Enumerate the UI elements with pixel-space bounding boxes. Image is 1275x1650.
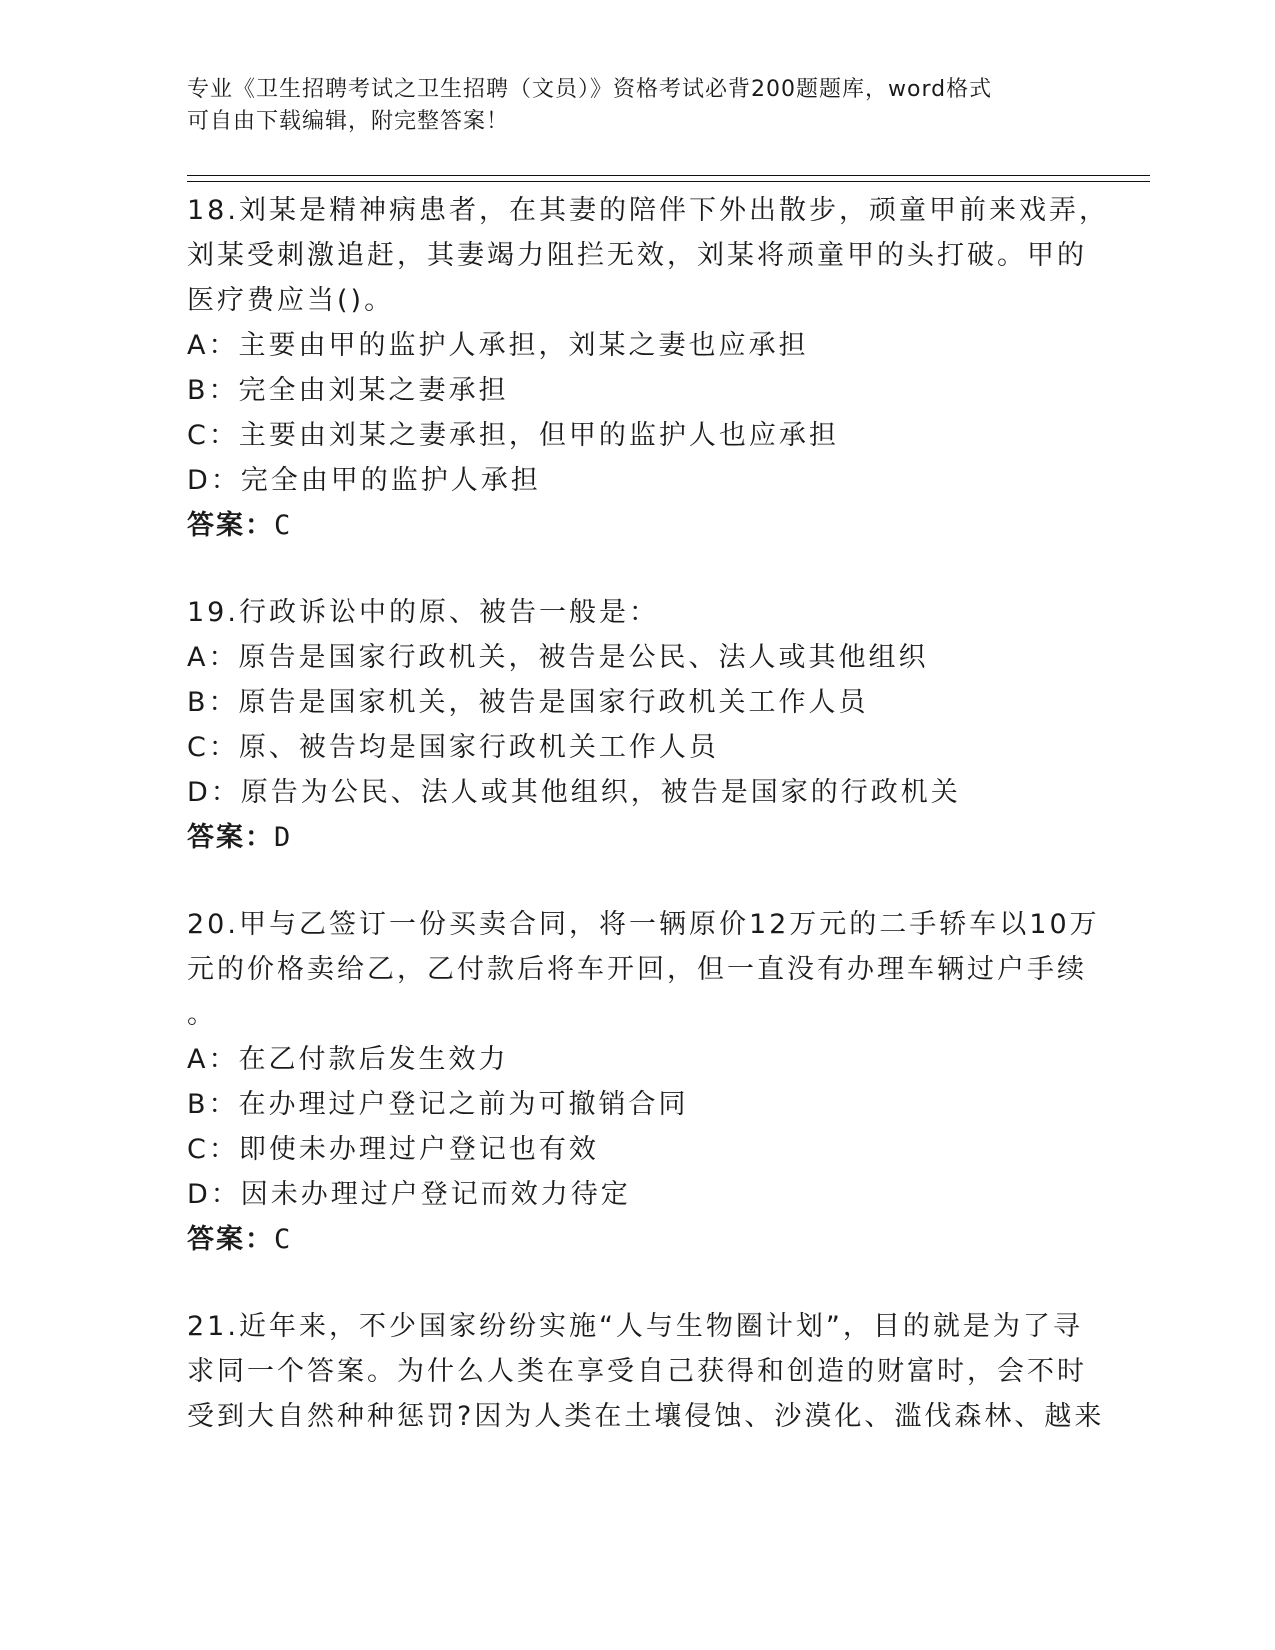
option-c: C：主要由刘某之妻承担，但甲的监护人也应承担	[187, 420, 839, 451]
question-text-line: 医疗费应当()。	[187, 285, 395, 316]
question-text-line: 19.行政诉讼中的原、被告一般是：	[187, 597, 659, 628]
question-21	[187, 1304, 1105, 1439]
answer-label: 答案：	[187, 510, 274, 541]
question-text-line: 求同一个答案。为什么人类在享受自己获得和创造的财富时，会不时	[187, 1356, 1087, 1387]
question-19	[187, 590, 1087, 860]
answer-line	[187, 503, 1087, 548]
option-a: A：主要由甲的监护人承担，刘某之妻也应承担	[187, 330, 809, 361]
question-text-line: 。	[187, 999, 217, 1030]
option-b: B：原告是国家机关，被告是国家行政机关工作人员	[187, 687, 869, 718]
question-list	[187, 188, 1109, 1481]
option-c: C：即使未办理过户登记也有效	[187, 1134, 599, 1165]
question-18	[187, 188, 1109, 548]
option-d: D：完全由甲的监护人承担	[187, 465, 541, 496]
answer-label: 答案：	[187, 822, 274, 853]
option-d: D：原告为公民、法人或其他组织，被告是国家的行政机关	[187, 777, 961, 808]
option-b: B：在办理过户登记之前为可撤销合同	[187, 1089, 689, 1120]
answer-line	[187, 815, 1087, 860]
question-text-line: 元的价格卖给乙，乙付款后将车开回，但一直没有办理车辆过户手续	[187, 954, 1087, 985]
option-a: A：原告是国家行政机关，被告是公民、法人或其他组织	[187, 642, 929, 673]
document-header	[187, 74, 1067, 138]
answer-value: C	[274, 510, 291, 541]
answer-value: D	[274, 822, 291, 853]
header-divider-bottom	[187, 181, 1150, 182]
question-text-line: 20.甲与乙签订一份买卖合同，将一辆原价12万元的二手轿车以10万	[187, 909, 1100, 940]
header-divider-top	[187, 175, 1150, 176]
question-text-line: 刘某受刺激追赶，其妻竭力阻拦无效，刘某将顽童甲的头打破。甲的	[187, 240, 1087, 271]
option-a: A：在乙付款后发生效力	[187, 1044, 509, 1075]
header-title-line-2: 可自由下载编辑，附完整答案！	[187, 109, 510, 134]
question-text-line: 受到大自然种种惩罚?因为人类在土壤侵蚀、沙漠化、滥伐森林、越来	[187, 1401, 1105, 1432]
question-20	[187, 902, 1100, 1262]
answer-label: 答案：	[187, 1224, 274, 1255]
question-text-line: 21.近年来，不少国家纷纷实施“人与生物圈计划”，目的就是为了寻	[187, 1311, 1083, 1342]
option-b: B：完全由刘某之妻承担	[187, 375, 509, 406]
option-d: D：因未办理过户登记而效力待定	[187, 1179, 631, 1210]
answer-line	[187, 1217, 1087, 1262]
answer-value: C	[274, 1224, 291, 1255]
option-c: C：原、被告均是国家行政机关工作人员	[187, 732, 719, 763]
header-title-line-1: 专业《卫生招聘考试之卫生招聘（文员）》资格考试必背200题题库，word格式	[187, 77, 993, 102]
question-text-line: 18.刘某是精神病患者，在其妻的陪伴下外出散步，顽童甲前来戏弄，	[187, 195, 1109, 226]
